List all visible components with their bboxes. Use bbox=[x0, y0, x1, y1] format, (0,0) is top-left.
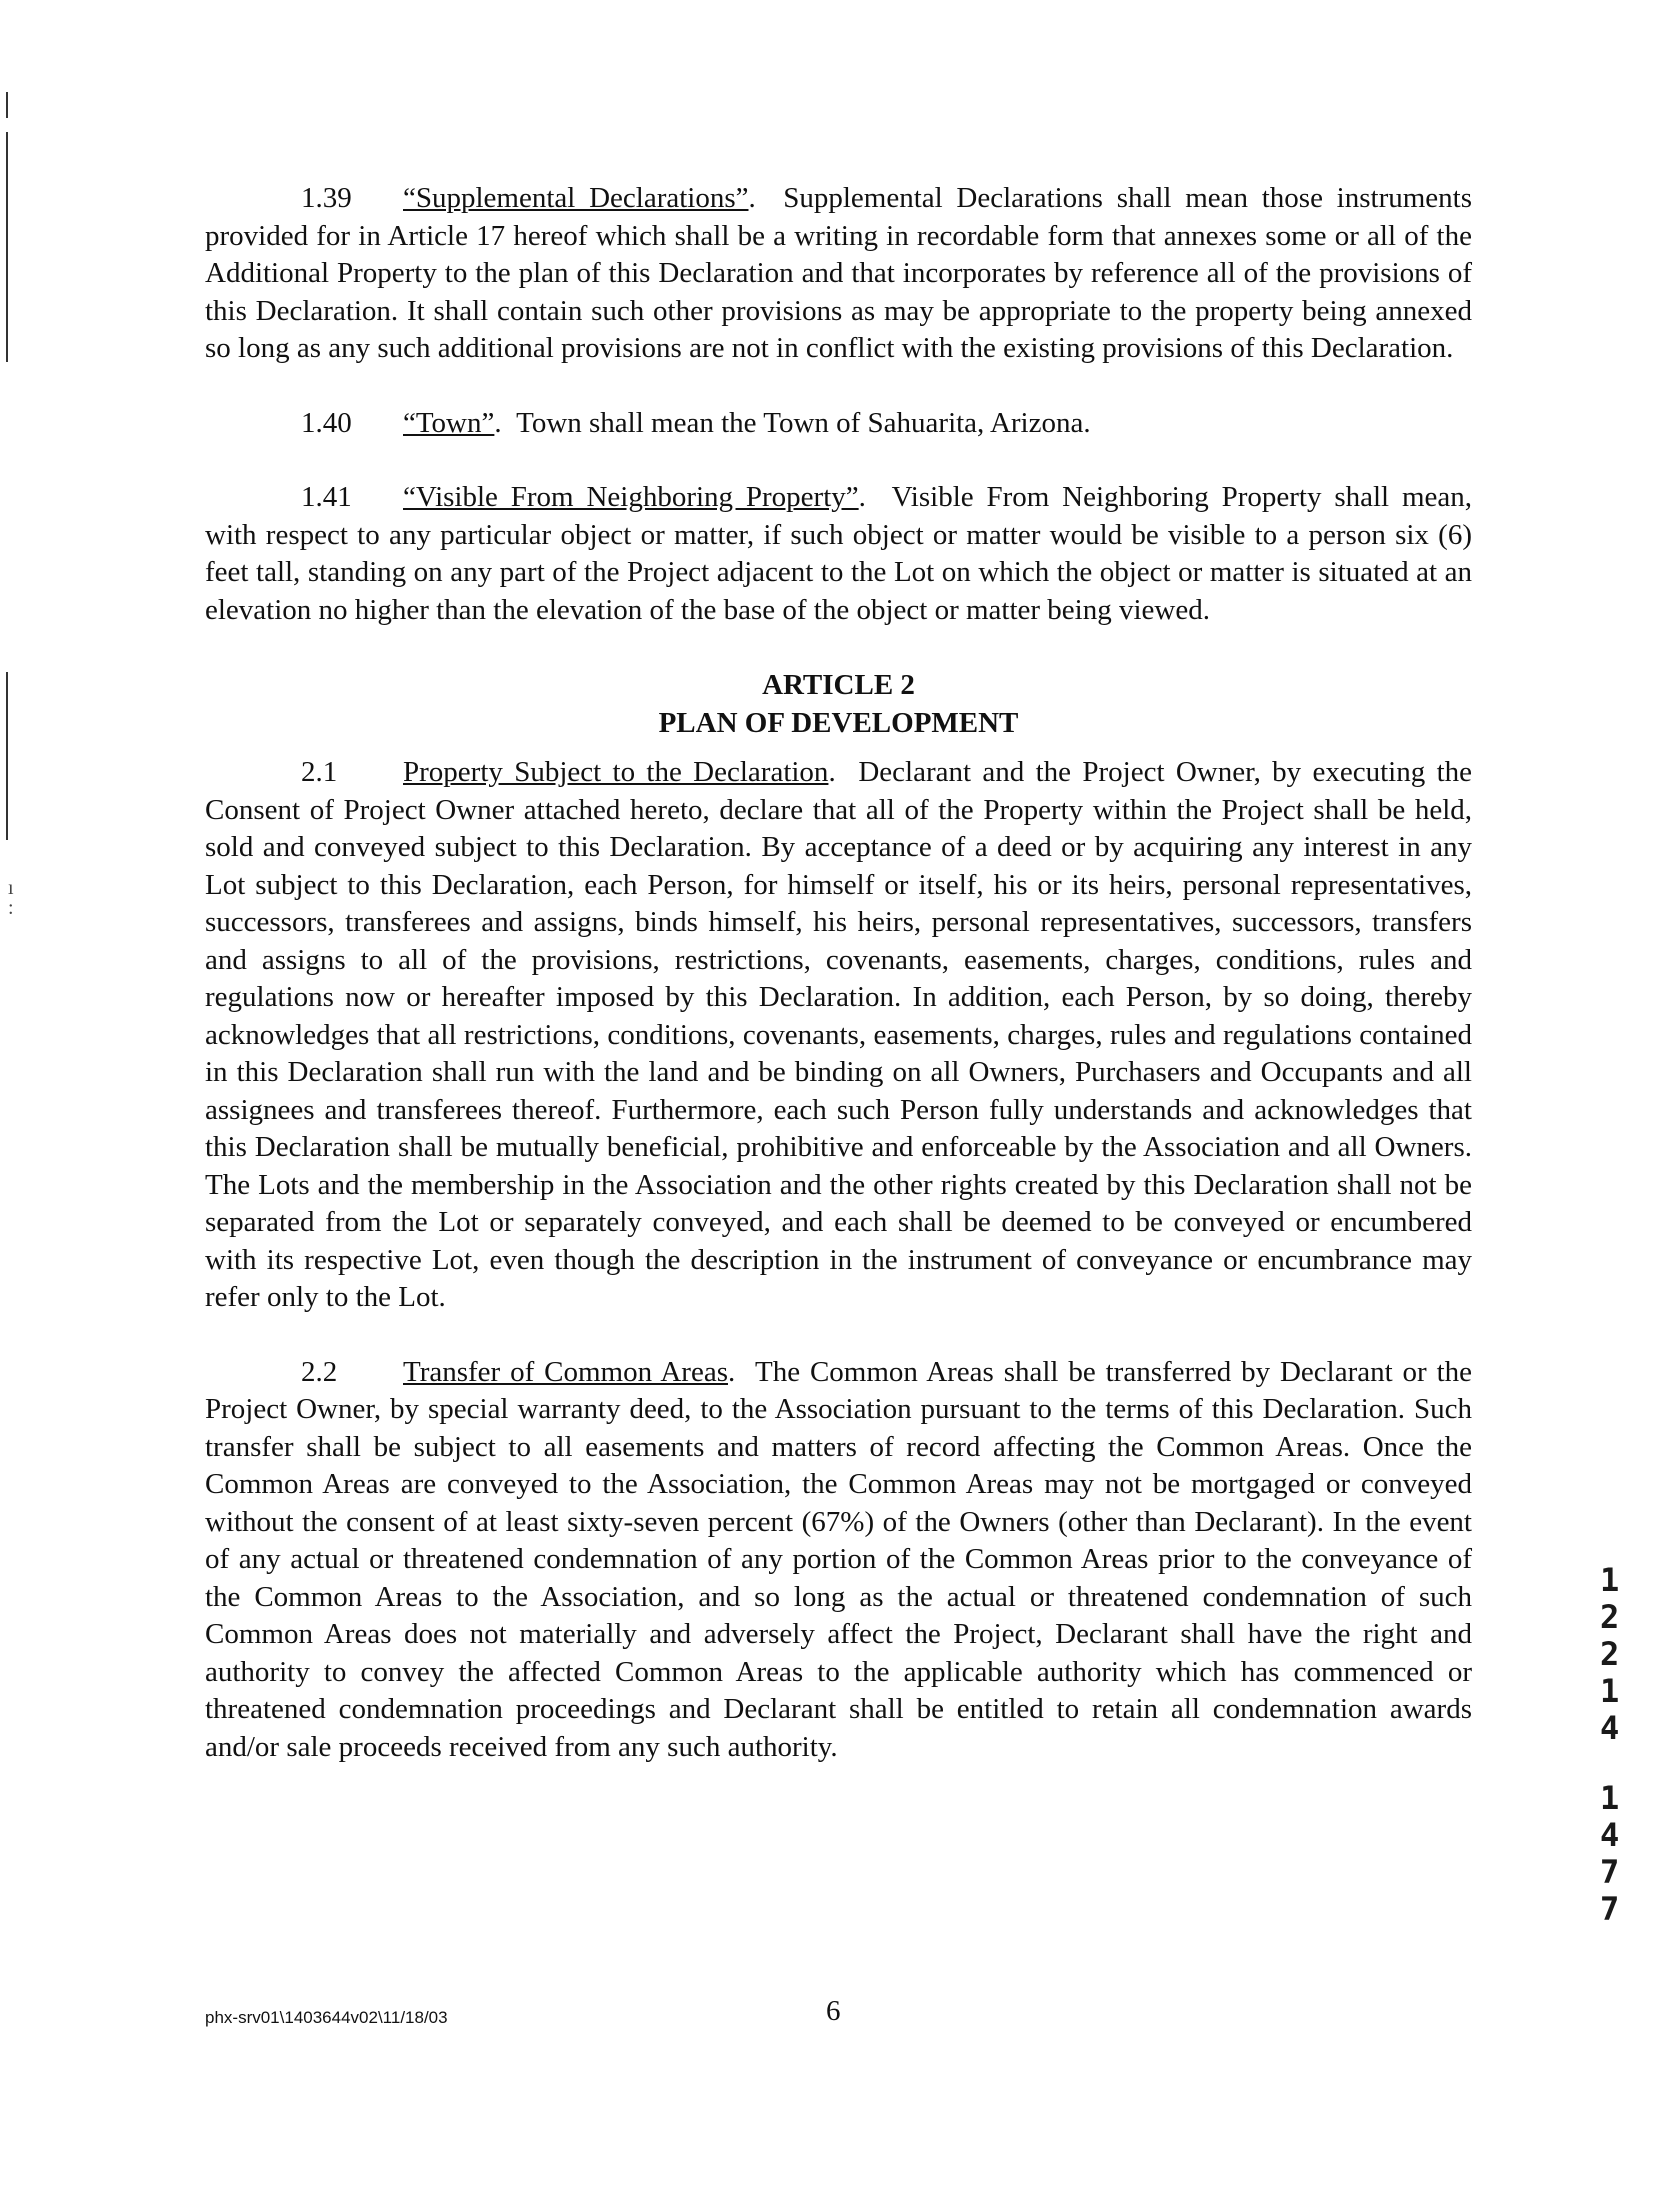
stamp-digit: 7 bbox=[1600, 1890, 1620, 1928]
scan-margin-line bbox=[6, 92, 8, 118]
article-number: ARTICLE 2 bbox=[762, 669, 915, 701]
section-title-punct: . bbox=[727, 1355, 736, 1388]
section-text: Supplemental Declarations shall mean those instruments provided for in Article 17 hereof which shall be a writing in recordable form that annexes some or all of the Additional Property to the plan of this Declaration and that incorporates by reference all of the provisions of this Declaration. It shall contain such other provisions as may be appropriate to the property being annexed so long as any such additional provisions are not in conflict with the existing provisions of this Declaration. bbox=[205, 182, 1473, 364]
stamp-digit: 2 bbox=[1600, 1598, 1620, 1636]
section-number: 1.39 bbox=[301, 182, 352, 214]
section-1-40 bbox=[205, 405, 1472, 443]
stamp-digit: 2 bbox=[1600, 1635, 1620, 1673]
scan-cut-mark: : bbox=[8, 897, 14, 919]
stamp-digit: 7 bbox=[1600, 1853, 1620, 1891]
section-1-39 bbox=[205, 180, 1472, 368]
scan-margin-line bbox=[6, 132, 8, 362]
section-text: Declarant and the Project Owner, by executing the Consent of Project Owner attached hereto, declare that all of the Property within the Project shall be held, sold and conveyed subject to this Declaration. By acceptance of a deed or by acquiring any interest in any Lot subject to this Declaration, each Person, for himself or itself, his or its heirs, personal representatives, successors, transferees and assigns, binds himself, his heirs, personal representatives, successors, transfers and assigns to all of the provisions, restrictions, covenants, easements, charges, conditions, rules and regulations now or hereafter imposed by this Declaration. In addition, each Person, by so doing, thereby acknowledges that all restrictions, conditions, covenants, easements, charges, rules and regulations contained in this Declaration shall run with the land and be binding on all Owners, Purchasers and Occupants and all assignees and transferees thereof. Furthermore, each such Person fully understands and acknowledges that this Declaration shall be mutually beneficial, prohibitive and enforceable by the Association and all Owners. The Lots and the membership in the Association and the other rights created by this Declaration shall not be separated from the Lot or separately conveyed, and each shall be deemed to be conveyed or encumbered with its respective Lot, even though the description in the instrument of conveyance or encumbrance may refer only to the Lot. bbox=[205, 756, 1472, 1313]
section-text: Visible From Neighboring Property shall mean, with respect to any particular object or matter, if such object or matter would be visible to a person six (6) feet tall, standing on any part of the Project adjacent to the Lot on which the object or matter is situated at an elevation no higher than the elevation of the base of the object or matter being viewed. bbox=[205, 481, 1473, 626]
section-title-punct: . bbox=[748, 182, 756, 214]
section-title: Property Subject to the Declaration bbox=[403, 756, 829, 788]
section-title: “Supplemental Declarations” bbox=[403, 182, 749, 214]
stamp-digit: 1 bbox=[1600, 1672, 1620, 1710]
section-text: The Common Areas shall be transferred by Declarant or the Project Owner, by special warranty deed, to the Association pursuant to the terms of this Declaration. Such transfer shall be subject to all easements and matters of record affecting the Common Areas. Once the Common Areas are conveyed to the Association, the Common Areas may not be mortgaged or conveyed without the consent of at least sixty-seven percent (67%) of the Owners (other than Declarant). In the event of any actual or threatened condemnation of any portion of the Common Areas prior to the conveyance of the Common Areas to the Association, and so long as the actual or threatened condemnation of such Common Areas does not materially and adversely affect the Project, Declarant shall have the right and authority to convey the affected Common Areas to the applicable authority which has commenced or threatened condemnation proceedings and Declarant shall be entitled to retain all condemnation awards and/or sale proceeds received from any such authority. bbox=[205, 1355, 1473, 1763]
stamp-gap bbox=[1600, 1747, 1619, 1780]
recording-stamp bbox=[1600, 1562, 1619, 1928]
stamp-digit: 1 bbox=[1600, 1561, 1620, 1599]
stamp-digit: 4 bbox=[1600, 1709, 1620, 1747]
section-number: 1.40 bbox=[301, 406, 352, 439]
scan-cut-mark: ı bbox=[8, 877, 14, 899]
section-title: “Town” bbox=[403, 406, 495, 439]
section-title: Transfer of Common Areas bbox=[403, 1355, 728, 1388]
section-1-41 bbox=[205, 479, 1472, 629]
section-number: 2.2 bbox=[301, 1355, 338, 1388]
scan-cut-marks bbox=[8, 878, 14, 918]
section-title: “Visible From Neighboring Property” bbox=[403, 481, 859, 513]
section-title-punct: . bbox=[858, 481, 866, 513]
stamp-digit: 4 bbox=[1600, 1816, 1620, 1854]
article-heading bbox=[205, 666, 1472, 742]
section-number: 1.41 bbox=[301, 481, 352, 513]
section-title-punct: . bbox=[494, 406, 502, 439]
document-body bbox=[205, 180, 1472, 1766]
section-number: 2.1 bbox=[301, 756, 338, 788]
section-title-punct: . bbox=[828, 756, 836, 788]
page-number: 6 bbox=[826, 1995, 841, 2027]
section-2-1 bbox=[205, 754, 1472, 1317]
article-title: PLAN OF DEVELOPMENT bbox=[658, 707, 1019, 739]
section-text: Town shall mean the Town of Sahuarita, Arizona. bbox=[516, 406, 1091, 439]
section-2-2 bbox=[205, 1354, 1472, 1767]
scan-margin-line bbox=[6, 672, 8, 840]
stamp-digit: 1 bbox=[1600, 1779, 1620, 1817]
footer-doc-id: phx-srv01\1403644v02\11/18/03 bbox=[205, 2008, 448, 2027]
